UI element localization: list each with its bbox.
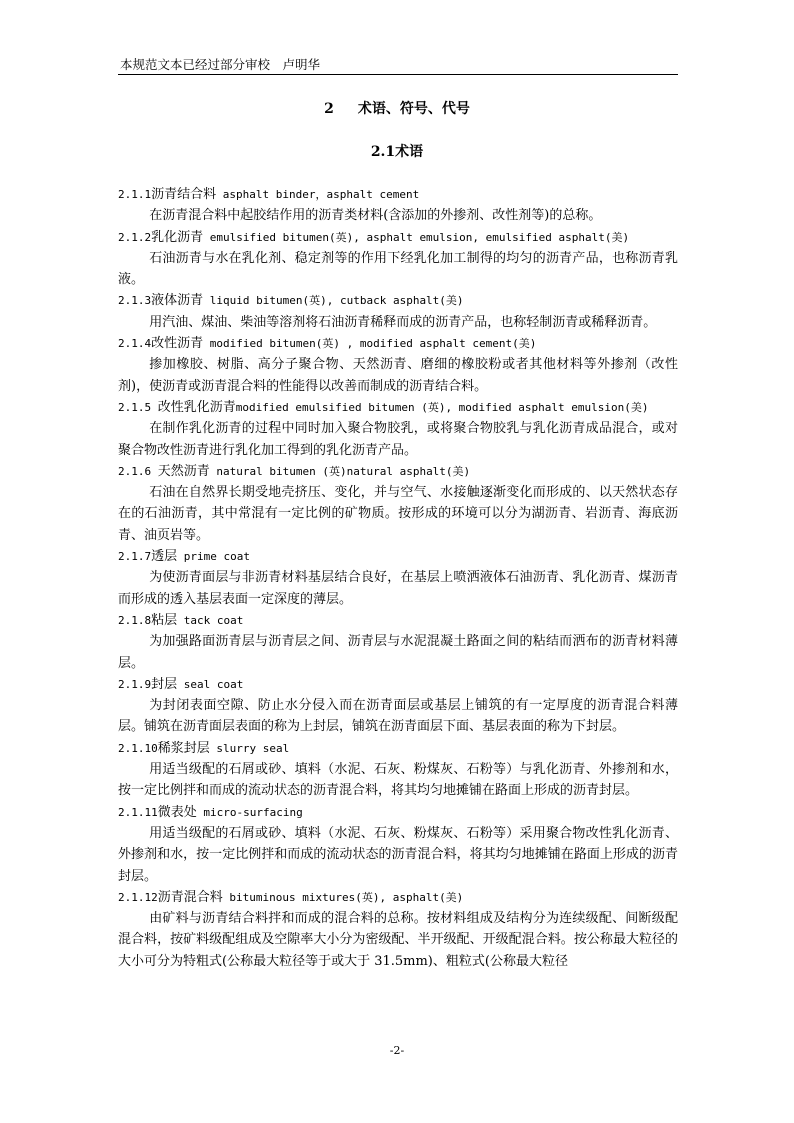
term-chinese: 乳化沥青 — [151, 229, 204, 245]
term-definition: 掺加橡胶、树脂、高分子聚合物、天然沥青、磨细的橡胶粉或者其他材料等外掺剂（改性剂)，使沥青或沥青混合料的性能得以改善而制成的沥青结合料。 — [118, 357, 678, 394]
chapter-title: 术语、符号、代号 — [357, 101, 470, 117]
term-english: bituminous mixtures(英), asphalt(美) — [222, 890, 464, 904]
term-english: slurry seal — [209, 741, 290, 755]
term-english: natural bitumen (英)natural asphalt(美) — [209, 464, 471, 478]
term-number: 2.1.8 — [118, 613, 152, 627]
term-heading — [118, 397, 678, 418]
term-number: 2.1.11 — [118, 805, 158, 819]
term-number: 2.1.2 — [118, 230, 152, 244]
term-entry — [118, 461, 678, 546]
term-chinese: 改性沥青 — [151, 336, 204, 352]
term-heading — [118, 610, 678, 631]
term-chinese: 封层 — [151, 676, 178, 692]
term-entry — [118, 290, 678, 333]
term-number: 2.1.10 — [118, 741, 158, 755]
term-entry — [118, 802, 678, 887]
term-number: 2.1.1 — [118, 188, 152, 201]
term-chinese: 稀浆封层 — [157, 740, 210, 756]
term-entry — [118, 887, 678, 972]
term-entry — [118, 397, 678, 461]
term-entry — [118, 227, 678, 291]
term-entry — [118, 184, 678, 227]
term-number: 2.1.12 — [118, 890, 158, 904]
term-chinese: 天然沥青 — [157, 463, 210, 479]
page-header — [118, 55, 678, 75]
term-english: prime coat — [177, 550, 250, 564]
term-heading — [118, 546, 678, 567]
term-definition: 石油在自然界长期受地壳挤压、变化，并与空气、水接触逐渐变化而形成的、以天然状态存在的石油沥青，其中常混有一定比例的矿物质。按形成的环境可以分为湖沥青、岩沥青、海底沥青、油页岩等。 — [118, 485, 678, 543]
term-heading — [118, 290, 678, 311]
terms-list — [118, 184, 678, 972]
term-definition: 用汽油、煤油、柴油等溶剂将石油沥青稀释而成的沥青产品，也称轻制沥青或稀释沥青。 — [149, 314, 657, 330]
term-english: seal coat — [177, 677, 244, 691]
term-chinese: 粘层 — [151, 612, 178, 628]
term-english: asphalt binder，asphalt cement — [216, 188, 420, 201]
term-chinese: 改性乳化沥青 — [157, 399, 236, 415]
term-number: 2.1.4 — [118, 337, 152, 351]
term-heading — [118, 887, 678, 908]
term-english: tack coat — [177, 613, 244, 627]
term-number: 2.1.6 — [118, 464, 158, 478]
term-definition: 用适当级配的石屑或砂、填料（水泥、石灰、粉煤灰、石粉等）与乳化沥青、外掺剂和水，按一定比例拌和而成的流动状态的沥青混合料，将其均匀地摊铺在路面上形成的沥青封层。 — [118, 762, 678, 799]
section-title: 2.1术语 — [370, 144, 424, 160]
page-number: -2- — [389, 1044, 405, 1057]
term-entry — [118, 333, 678, 397]
term-entry — [118, 738, 678, 802]
chapter-number: 2 — [324, 101, 334, 117]
term-definition: 为使沥青面层与非沥青材料基层结合良好，在基层上喷洒液体石油沥青、乳化沥青、煤沥青而形成的透入基层表面一定深度的薄层。 — [118, 570, 678, 607]
term-heading — [118, 802, 678, 823]
term-number: 2.1.9 — [118, 677, 152, 691]
term-number: 2.1.5 — [118, 400, 158, 414]
term-chinese: 沥青混合料 — [157, 889, 223, 905]
term-chinese: 微表处 — [157, 804, 197, 820]
term-heading — [118, 333, 678, 354]
term-definition: 石油沥青与水在乳化剂、稳定剂等的作用下经乳化加工制得的均匀的沥青产品，也称沥青乳液。 — [118, 250, 678, 288]
term-heading — [118, 227, 678, 248]
term-english: micro-surfacing — [196, 805, 303, 819]
term-definition: 为封闭表面空隙、防止水分侵入而在沥青面层或基层上铺筑的有一定厚度的沥青混合料薄层。铺筑在沥青面层表面的称为上封层，铺筑在沥青面层下面、基层表面的称为下封层。 — [118, 698, 678, 735]
term-heading — [118, 461, 678, 482]
term-english: liquid bitumen(英), cutback asphalt(美) — [203, 294, 464, 308]
section-heading — [0, 142, 794, 162]
term-number: 2.1.7 — [118, 550, 152, 564]
term-heading — [118, 184, 678, 205]
term-english: modified emulsified bitumen (英), modified asphalt emulsion(美) — [235, 400, 649, 414]
term-entry — [118, 674, 678, 738]
term-definition: 在沥青混合料中起胶结作用的沥青类材料(含添加的外掺剂、改性剂等)的总称。 — [149, 208, 602, 224]
term-number: 2.1.3 — [118, 294, 152, 308]
term-entry — [118, 546, 678, 610]
term-chinese: 沥青结合料 — [151, 187, 217, 202]
term-definition: 为加强路面沥青层与沥青层之间、沥青层与水泥混凝土路面之间的粘结而洒布的沥青材料薄层。 — [118, 634, 678, 671]
term-entry — [118, 610, 678, 674]
term-definition: 由矿料与沥青结合料拌和而成的混合料的总称。按材料组成及结构分为连续级配、间断级配混合料，按矿料级配组成及空隙率大小分为密级配、半开级配、开级配混合料。按公称最大粒径的大小可分为特粗式(公称最大粒径等于或大于 31.5mm)、粗粒式(公称最大粒径 — [118, 911, 678, 969]
term-english: modified bitumen(英) , modified asphalt cement(美) — [203, 337, 537, 351]
term-definition: 用适当级配的石屑或砂、填料（水泥、石灰、粉煤灰、石粉等）采用聚合物改性乳化沥青、外掺剂和水，按一定比例拌和而成的流动状态的沥青混合料，将其均匀地摊铺在路面上形成的沥青封层。 — [118, 825, 678, 884]
term-definition: 在制作乳化沥青的过程中同时加入聚合物胶乳，或将聚合物胶乳与乳化沥青成品混合，或对聚合物改性沥青进行乳化加工得到的乳化沥青产品。 — [118, 421, 678, 458]
term-chinese: 液体沥青 — [151, 293, 204, 309]
term-chinese: 透层 — [151, 549, 178, 565]
chapter-heading — [0, 99, 794, 119]
header-text: 本规范文本已经过部分审校 卢明华 — [120, 57, 321, 72]
term-heading — [118, 674, 678, 695]
term-heading — [118, 738, 678, 759]
term-english: emulsified bitumen(英), asphalt emulsion, emulsified asphalt(美) — [203, 230, 630, 244]
